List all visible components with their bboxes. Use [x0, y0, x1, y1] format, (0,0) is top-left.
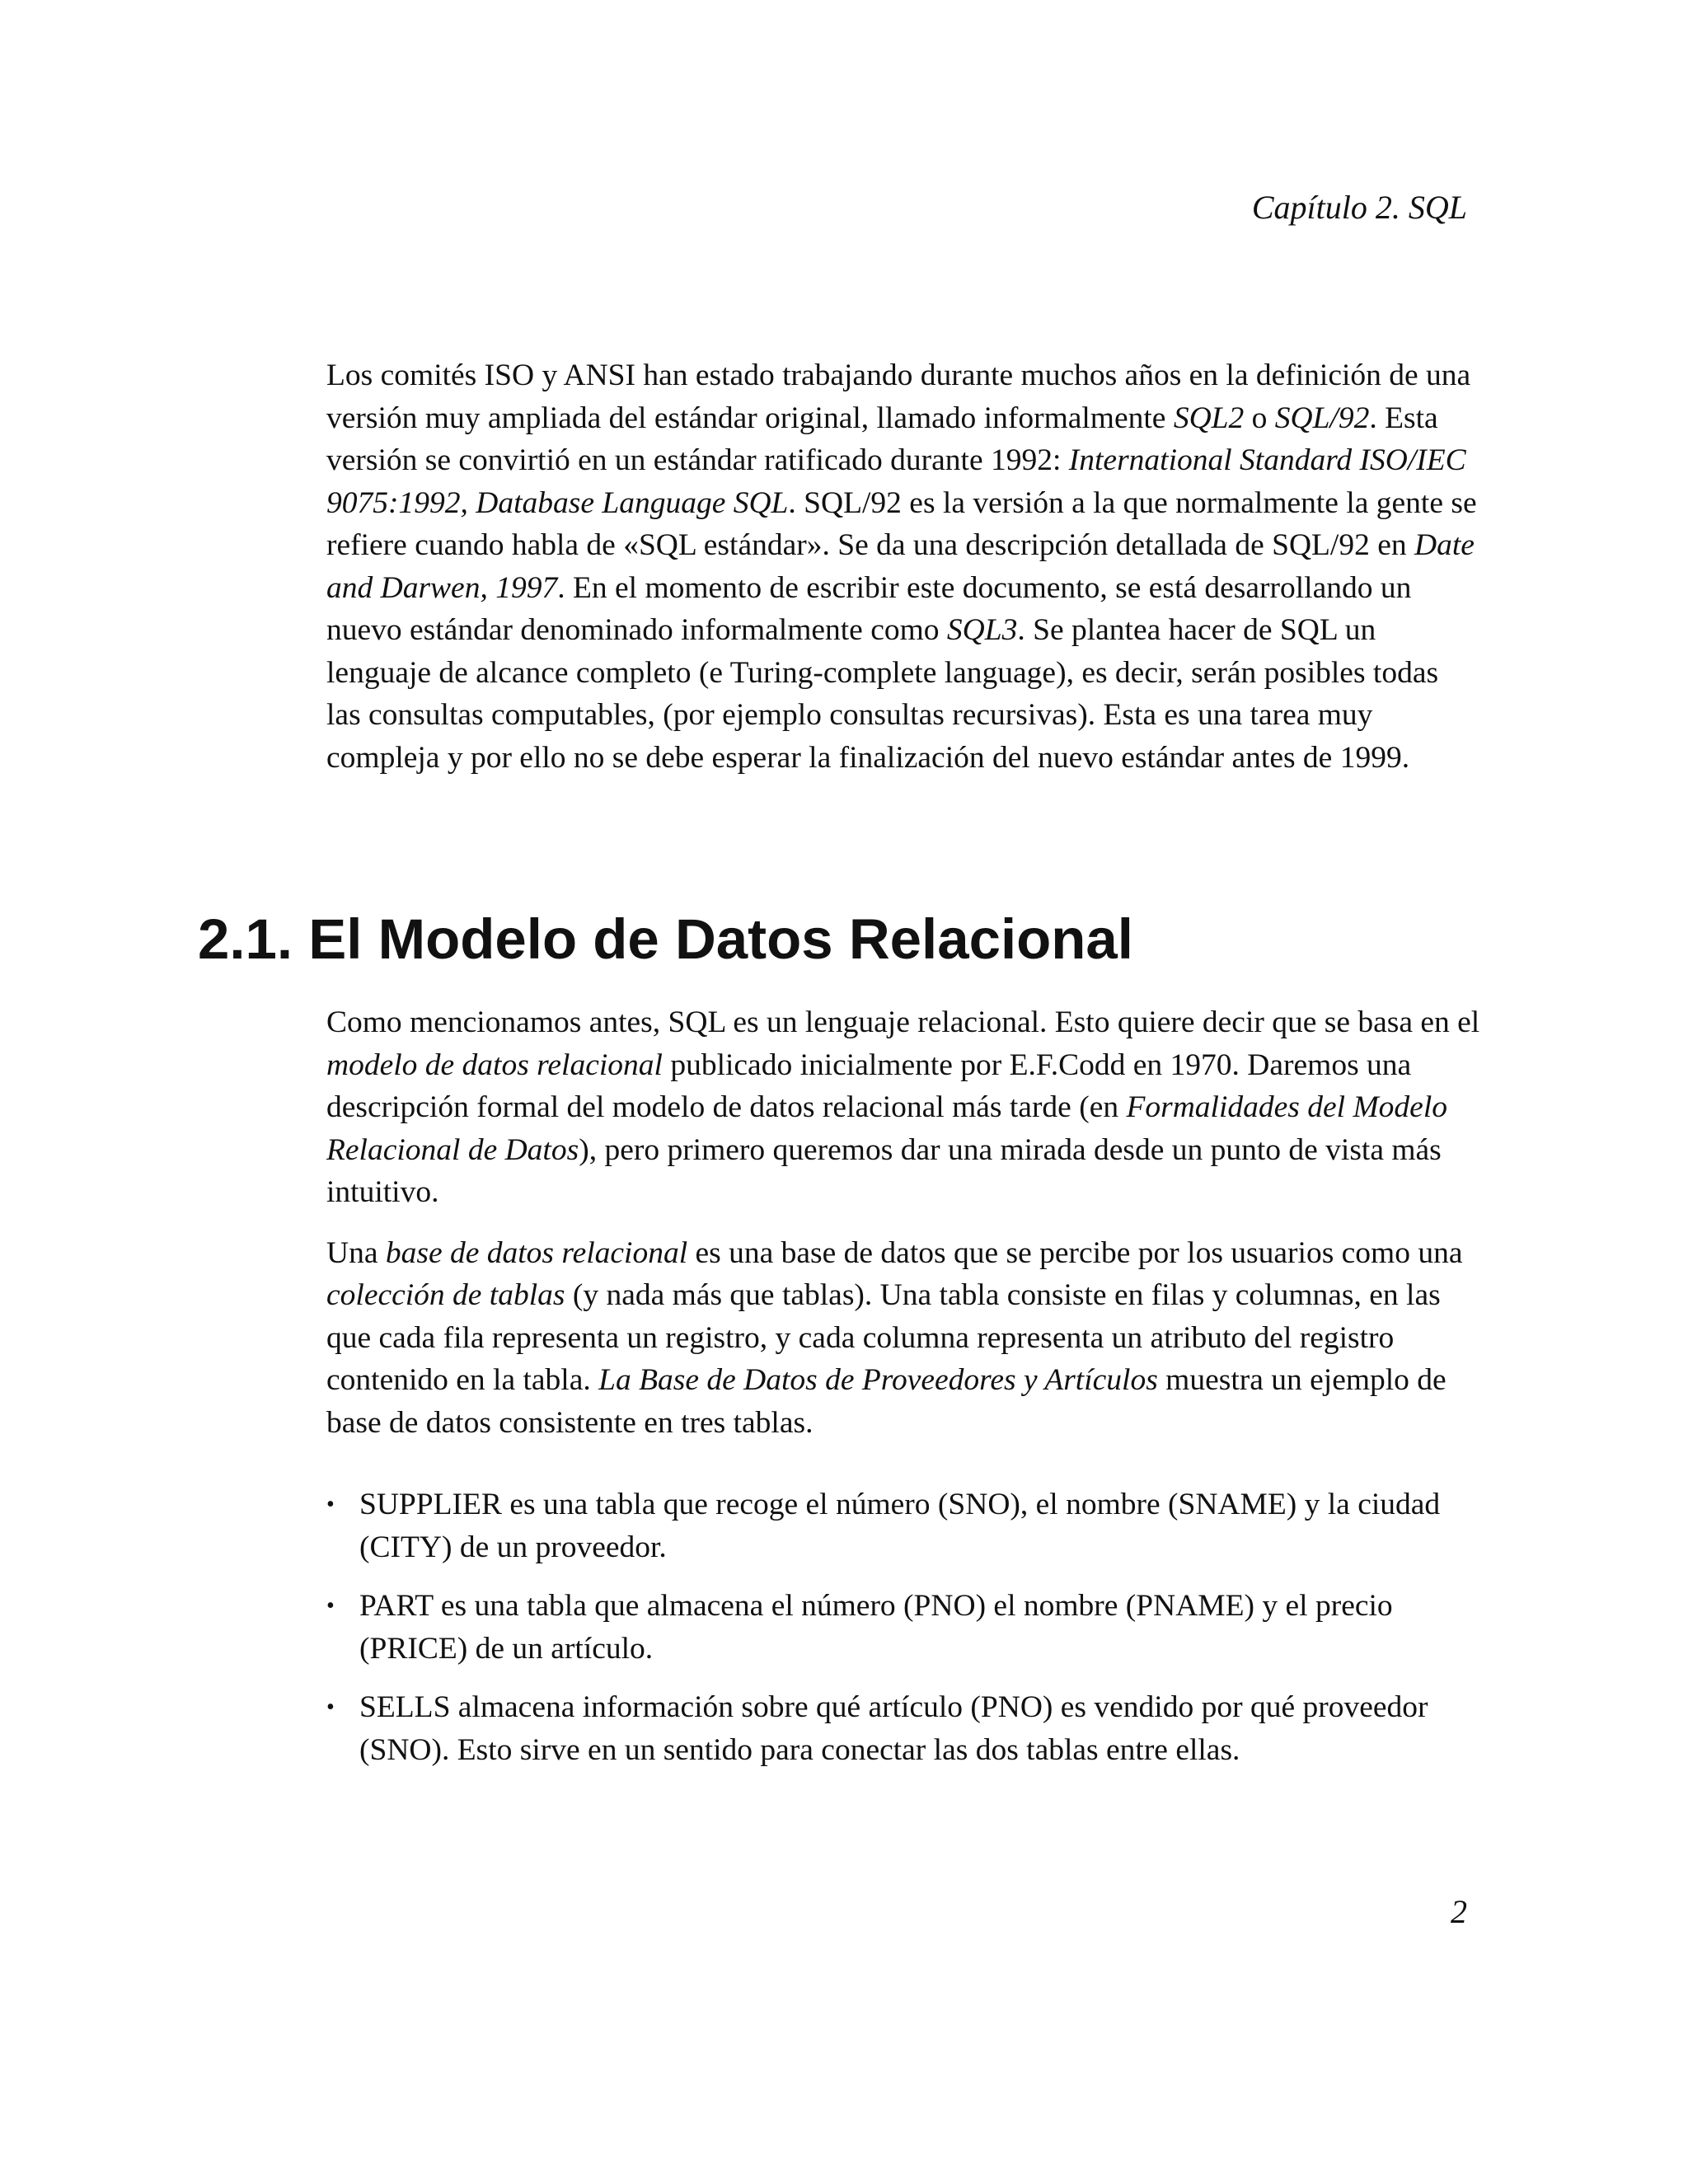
text-run: publicado inicialmente por E.F.Codd en 1970. Daremos una descripción formal del modelo de datos relacional más tarde (en: [326, 1047, 1412, 1124]
section-paragraph-2: [326, 1232, 1480, 1445]
section-body: [326, 1001, 1480, 1444]
intro-section: [326, 354, 1480, 779]
italic-term: colección de tablas: [326, 1278, 565, 1312]
text-run: muestra un ejemplo de base de datos consistente en tres tablas.: [326, 1363, 1447, 1440]
italic-term: SQL2: [1173, 401, 1245, 435]
list-item-text: SUPPLIER es una tabla que recoge el número (SNO), el nombre (SNAME) y la ciudad (CITY) de un proveedor.: [359, 1488, 1441, 1564]
cross-reference[interactable]: La Base de Datos de Proveedores y Artículos: [598, 1363, 1158, 1397]
italic-citation: International Standard ISO/IEC 9075:1992, Database Language SQL: [326, 443, 1466, 520]
list-item-text: PART es una tabla que almacena el número (PNO) el nombre (PNAME) y el precio (PRICE) de un artículo.: [359, 1589, 1393, 1666]
text-run: . Esta versión se convirtió en un estándar ratificado durante 1992:: [326, 401, 1438, 477]
table-description-list: [326, 1483, 1480, 1788]
section-heading: 2.1. El Modelo de Datos Relacional: [198, 907, 1133, 971]
italic-term: SQL/92: [1274, 401, 1370, 435]
text-run: ), pero primero queremos dar una mirada desde un punto de vista más intuitivo.: [326, 1132, 1442, 1209]
text-run: es una base de datos que se percibe por los usuarios como una: [687, 1235, 1463, 1270]
bullet-icon: •: [326, 1593, 335, 1619]
text-run: (y nada más que tablas). Una tabla consiste en filas y columnas, en las que cada fila representa un registro, y cada columna representa un atributo del registro contenido en la tabla.: [326, 1278, 1441, 1397]
text-run: Como mencionamos antes, SQL es un lenguaje relacional. Esto quiere decir que se basa en el: [326, 1005, 1480, 1039]
bullet-icon: •: [326, 1694, 335, 1720]
italic-term: modelo de datos relacional: [326, 1047, 663, 1082]
running-header: Capítulo 2. SQL: [1251, 189, 1467, 226]
italic-citation: Date and Darwen, 1997: [326, 528, 1475, 605]
text-run: Los comités ISO y ANSI han estado trabajando durante muchos años en la definición de una versión muy ampliada del estándar original, llamado informalmente: [326, 359, 1471, 435]
italic-term: SQL3: [946, 613, 1018, 647]
list-item: [326, 1585, 1480, 1670]
intro-paragraph: [326, 354, 1480, 779]
text-run: . SQL/92 es la versión a la que normalmente la gente se refiere cuando habla de «SQL estándar». Se da una descripción detallada de SQL/92 en: [326, 485, 1477, 562]
text-run: o: [1244, 401, 1275, 435]
text-run: Una: [326, 1235, 386, 1270]
page-number: 2: [1451, 1893, 1467, 1930]
section-paragraph-1: [326, 1001, 1480, 1214]
text-run: . En el momento de escribir este documento, se está desarrollando un nuevo estándar denominado informalmente como: [326, 570, 1412, 647]
list-item: [326, 1483, 1480, 1568]
list-item: [326, 1686, 1480, 1771]
text-run: . Se plantea hacer de SQL un lenguaje de alcance completo (e Turing-complete language), es decir, serán posibles todas las consultas computables, (por ejemplo consultas recursivas). Esta es una tarea muy compleja y por ello no se debe esperar la finalización del nuevo estándar antes de 1999.: [326, 613, 1439, 775]
list-item-text: SELLS almacena información sobre qué artículo (PNO) es vendido por qué proveedor (SNO). Esto sirve en un sentido para conectar las dos tablas entre ellas.: [359, 1690, 1428, 1767]
bullet-icon: •: [326, 1492, 335, 1517]
italic-term: base de datos relacional: [385, 1235, 688, 1270]
cross-reference[interactable]: Formalidades del Modelo Relacional de Datos: [326, 1090, 1447, 1167]
